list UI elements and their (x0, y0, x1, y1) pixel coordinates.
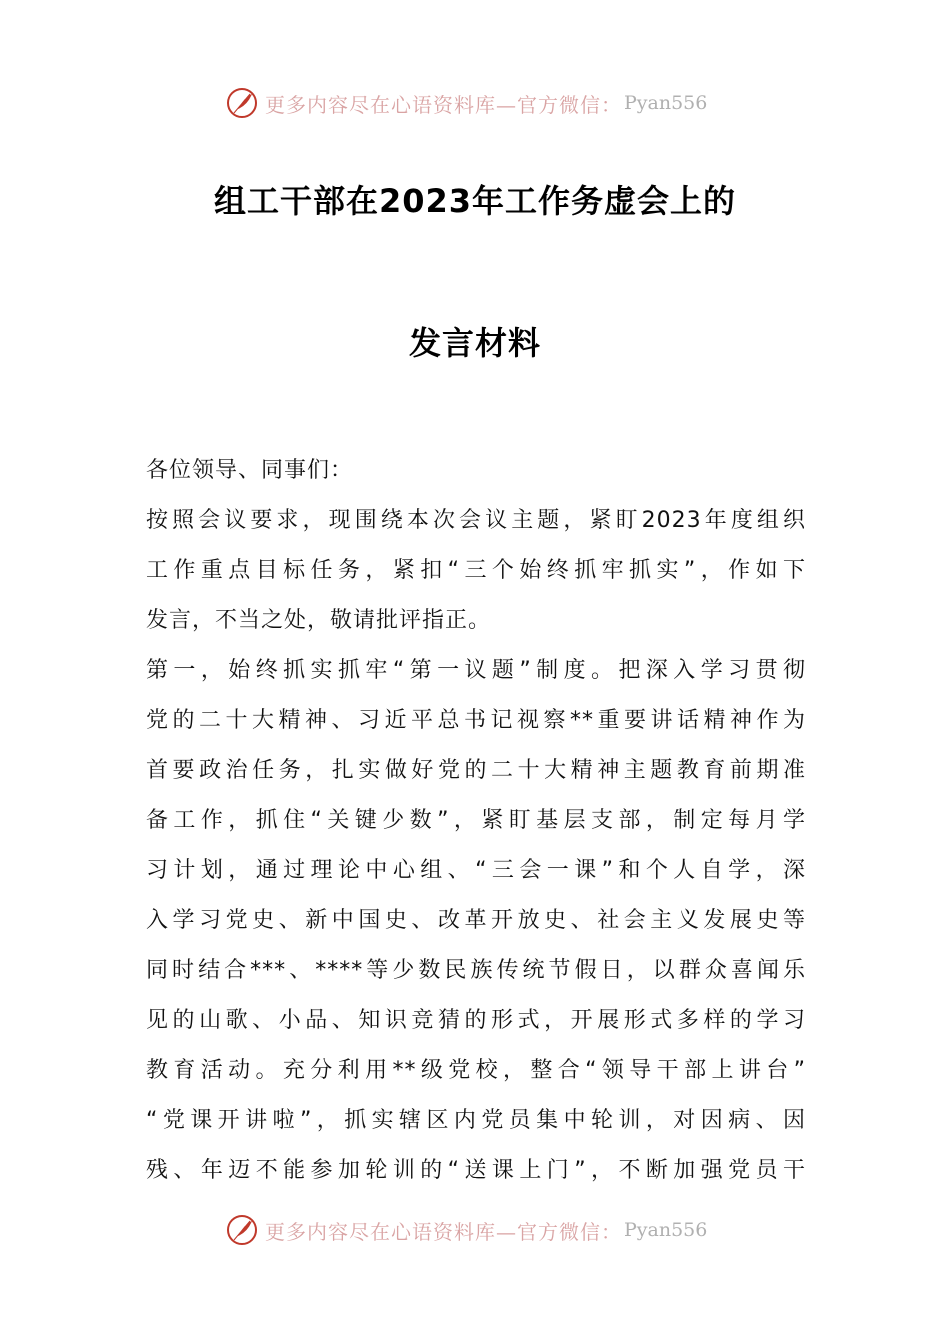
watermark-banner-top (225, 84, 707, 122)
body-line: 党的二十大精神、习近平总书记视察**重要讲话精神作为 (146, 708, 806, 733)
body-line: 习计划，通过理论中心组、“三会一课”和个人自学，深 (146, 858, 806, 883)
document-body (146, 446, 806, 1196)
body-line: 教育活动。充分利用**级党校，整合“领导干部上讲台” (146, 1058, 806, 1083)
watermark-wechat-id: Pyan556 (624, 92, 708, 114)
body-line: 第一，始终抓实抓牢“第一议题”制度。把深入学习贯彻 (146, 658, 806, 683)
body-line: 按照会议要求，现围绕本次会议主题，紧盯2023年度组织 (146, 508, 806, 533)
body-line: 残、年迈不能参加轮训的“送课上门”，不断加强党员干 (146, 1158, 806, 1183)
body-line: 发言，不当之处，敬请批评指正。 (146, 608, 492, 633)
body-line: 备工作，抓住“关键少数”，紧盯基层支部，制定每月学 (146, 808, 806, 833)
watermark-wechat-id: Pyan556 (624, 1219, 708, 1241)
feather-logo-icon (225, 1213, 259, 1247)
document-title-line-1: 组工干部在2023年工作务虚会上的 (213, 182, 737, 220)
feather-logo-icon (225, 86, 259, 120)
body-line: “党课开讲啦”，抓实辖区内党员集中轮训，对因病、因 (146, 1108, 806, 1133)
body-line: 首要政治任务，扎实做好党的二十大精神主题教育前期准 (146, 758, 806, 783)
document-title-line-2: 发言材料 (408, 324, 541, 362)
body-line: 入学习党史、新中国史、改革开放史、社会主义发展史等 (146, 908, 806, 933)
body-line: 工作重点目标任务，紧扣“三个始终抓牢抓实”，作如下 (146, 558, 806, 583)
body-line: 见的山歌、小品、知识竞猜的形式，开展形式多样的学习 (146, 1008, 806, 1033)
body-line: 各位领导、同事们： (146, 458, 354, 483)
watermark-banner-bottom (225, 1211, 707, 1249)
body-line: 同时结合***、****等少数民族传统节假日，以群众喜闻乐 (146, 958, 806, 983)
watermark-text: 更多内容尽在心语资料库—官方微信： (265, 1219, 622, 1244)
watermark-text: 更多内容尽在心语资料库—官方微信： (265, 92, 622, 117)
